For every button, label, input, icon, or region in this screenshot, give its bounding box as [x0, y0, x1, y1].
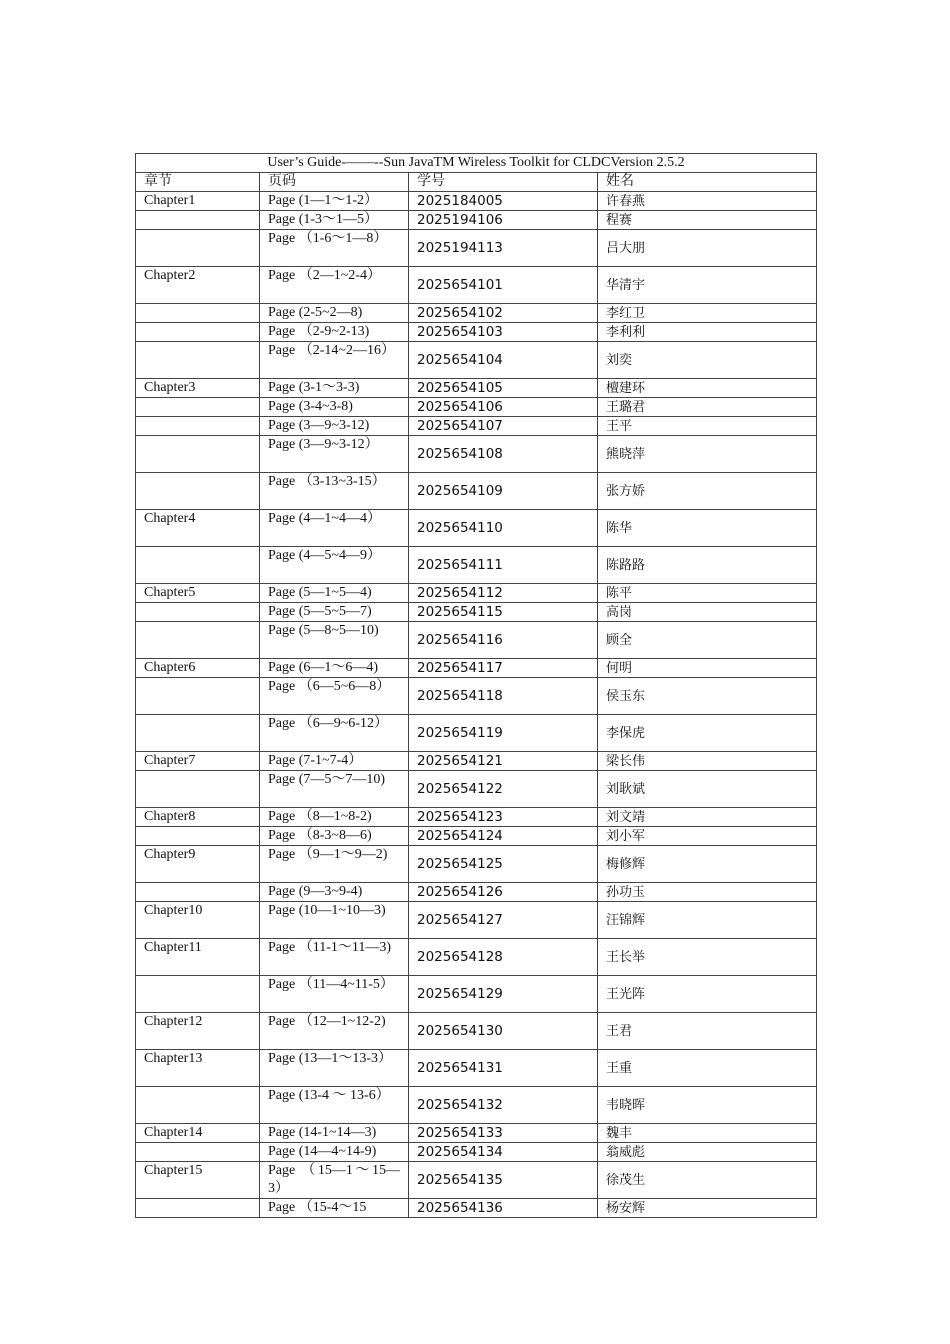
chapter-cell [136, 1143, 260, 1162]
chapter-cell: Chapter9 [136, 846, 260, 883]
table-row [136, 417, 817, 436]
table-row [136, 827, 817, 846]
chapter-cell [136, 398, 260, 417]
table-row [136, 342, 817, 379]
student-name-cell: 汪锦辉 [598, 902, 817, 939]
student-name-cell: 梁长伟 [598, 752, 817, 771]
student-name-cell: 程赛 [598, 211, 817, 230]
table-row [136, 1087, 817, 1124]
chapter-cell: Chapter15 [136, 1162, 260, 1199]
table-row [136, 1050, 817, 1087]
student-id-cell: 2025654130 [409, 1013, 598, 1050]
student-id-cell: 2025654103 [409, 323, 598, 342]
page-range-cell: Page (5—1~5—4) [260, 584, 409, 603]
chapter-cell [136, 827, 260, 846]
page-range-cell: Page （15-4～15 [260, 1199, 409, 1218]
header-chapter: 章节 [136, 173, 260, 192]
table-row [136, 1013, 817, 1050]
student-name-cell: 高岗 [598, 603, 817, 622]
page-range-cell: Page (3-1～3-3) [260, 379, 409, 398]
chapter-cell [136, 211, 260, 230]
chapter-cell: Chapter11 [136, 939, 260, 976]
student-id-cell: 2025654108 [409, 436, 598, 473]
table-row [136, 846, 817, 883]
chapter-cell [136, 883, 260, 902]
student-id-cell: 2025194113 [409, 230, 598, 267]
table-row [136, 976, 817, 1013]
student-name-cell: 王光阵 [598, 976, 817, 1013]
table-row [136, 902, 817, 939]
page-range-cell: Page (13-4 ～ 13-6） [260, 1087, 409, 1124]
table-row [136, 659, 817, 678]
chapter-cell [136, 771, 260, 808]
student-name-cell: 王平 [598, 417, 817, 436]
student-name-cell: 何明 [598, 659, 817, 678]
chapter-cell [136, 473, 260, 510]
student-name-cell: 刘文靖 [598, 808, 817, 827]
chapter-cell [136, 323, 260, 342]
table-row [136, 379, 817, 398]
table-row [136, 771, 817, 808]
page-range-cell: Page (3—9~3-12） [260, 436, 409, 473]
student-name-cell: 刘奕 [598, 342, 817, 379]
student-id-cell: 2025654119 [409, 715, 598, 752]
page-range-cell: Page (4—5~4—9） [260, 547, 409, 584]
page-range-cell: Page (5—8~5—10) [260, 622, 409, 659]
student-id-cell: 2025654124 [409, 827, 598, 846]
chapter-cell: Chapter6 [136, 659, 260, 678]
header-id: 学号 [409, 173, 598, 192]
table-row [136, 603, 817, 622]
page-range-cell: Page （6—5~6—8） [260, 678, 409, 715]
table-row [136, 808, 817, 827]
student-id-cell: 2025654101 [409, 267, 598, 304]
student-id-cell: 2025654127 [409, 902, 598, 939]
page-range-cell: Page (14-1~14—3) [260, 1124, 409, 1143]
student-name-cell: 张方娇 [598, 473, 817, 510]
page-range-cell: Page （9—1～9—2) [260, 846, 409, 883]
student-id-cell: 2025654106 [409, 398, 598, 417]
chapter-cell [136, 230, 260, 267]
table-row [136, 473, 817, 510]
student-name-cell: 陈平 [598, 584, 817, 603]
table-row [136, 1143, 817, 1162]
page-range-cell: Page （12—1~12-2) [260, 1013, 409, 1050]
student-id-cell: 2025654135 [409, 1162, 598, 1199]
page-range-cell: Page (10—1~10—3) [260, 902, 409, 939]
chapter-cell: Chapter8 [136, 808, 260, 827]
page-range-cell: Page (3-4~3-8) [260, 398, 409, 417]
header-row [136, 173, 817, 192]
student-name-cell: 王重 [598, 1050, 817, 1087]
student-name-cell: 翁威彪 [598, 1143, 817, 1162]
chapter-cell [136, 417, 260, 436]
chapter-cell: Chapter7 [136, 752, 260, 771]
page-range-cell: Page （8—1~8-2) [260, 808, 409, 827]
assignment-table [135, 153, 817, 1218]
student-id-cell: 2025654112 [409, 584, 598, 603]
chapter-cell: Chapter5 [136, 584, 260, 603]
student-name-cell: 熊晓萍 [598, 436, 817, 473]
chapter-cell [136, 622, 260, 659]
student-id-cell: 2025654117 [409, 659, 598, 678]
student-id-cell: 2025654102 [409, 304, 598, 323]
table-title: User’s Guide-——--Sun JavaTM Wireless Toolkit for CLDCVersion 2.5.2 [136, 154, 817, 173]
student-id-cell: 2025654129 [409, 976, 598, 1013]
chapter-cell [136, 304, 260, 323]
student-name-cell: 刘耿斌 [598, 771, 817, 808]
header-page: 页码 [260, 173, 409, 192]
chapter-cell [136, 715, 260, 752]
student-id-cell: 2025654118 [409, 678, 598, 715]
student-name-cell: 陈路路 [598, 547, 817, 584]
page-range-cell: Page (4—1~4—4） [260, 510, 409, 547]
student-name-cell: 杨安辉 [598, 1199, 817, 1218]
chapter-cell: Chapter1 [136, 192, 260, 211]
page-range-cell: Page (9—3~9-4) [260, 883, 409, 902]
chapter-cell: Chapter4 [136, 510, 260, 547]
student-name-cell: 王君 [598, 1013, 817, 1050]
table-row [136, 622, 817, 659]
student-name-cell: 韦晓晖 [598, 1087, 817, 1124]
student-name-cell: 华清宇 [598, 267, 817, 304]
student-id-cell: 2025654132 [409, 1087, 598, 1124]
student-id-cell: 2025654125 [409, 846, 598, 883]
table-row [136, 304, 817, 323]
chapter-cell: Chapter14 [136, 1124, 260, 1143]
page-range-cell: Page (1—1～1-2） [260, 192, 409, 211]
table-row [136, 323, 817, 342]
table-row [136, 752, 817, 771]
table-row [136, 192, 817, 211]
student-id-cell: 2025654121 [409, 752, 598, 771]
student-id-cell: 2025654133 [409, 1124, 598, 1143]
student-name-cell: 李利利 [598, 323, 817, 342]
student-id-cell: 2025654105 [409, 379, 598, 398]
student-id-cell: 2025654107 [409, 417, 598, 436]
page-range-cell: Page (7—5～7—10) [260, 771, 409, 808]
student-name-cell: 王璐君 [598, 398, 817, 417]
table-row [136, 510, 817, 547]
student-name-cell: 顾全 [598, 622, 817, 659]
page-range-cell: Page （2-9~2-13) [260, 323, 409, 342]
chapter-cell [136, 342, 260, 379]
student-name-cell: 檀建环 [598, 379, 817, 398]
chapter-cell [136, 436, 260, 473]
page-range-cell: Page （6—9~6-12） [260, 715, 409, 752]
page-range-cell: Page (1-3～1—5） [260, 211, 409, 230]
page-range-cell: Page (2-5~2—8) [260, 304, 409, 323]
chapter-cell: Chapter10 [136, 902, 260, 939]
table-row [136, 1199, 817, 1218]
student-name-cell: 王长举 [598, 939, 817, 976]
student-id-cell: 2025184005 [409, 192, 598, 211]
student-name-cell: 许春燕 [598, 192, 817, 211]
student-name-cell: 孙功玉 [598, 883, 817, 902]
student-id-cell: 2025654122 [409, 771, 598, 808]
student-id-cell: 2025654110 [409, 510, 598, 547]
student-id-cell: 2025654104 [409, 342, 598, 379]
page-range-cell: Page （11—4~11-5） [260, 976, 409, 1013]
page-range-cell: Page (5—5~5—7) [260, 603, 409, 622]
table-row [136, 678, 817, 715]
chapter-cell: Chapter3 [136, 379, 260, 398]
student-name-cell: 梅修辉 [598, 846, 817, 883]
student-id-cell: 2025194106 [409, 211, 598, 230]
student-name-cell: 刘小军 [598, 827, 817, 846]
chapter-cell [136, 603, 260, 622]
chapter-cell: Chapter2 [136, 267, 260, 304]
page-range-cell: Page （2-14~2—16） [260, 342, 409, 379]
page-range-cell: Page （8-3~8—6) [260, 827, 409, 846]
chapter-cell [136, 1087, 260, 1124]
student-name-cell: 陈华 [598, 510, 817, 547]
chapter-cell [136, 1199, 260, 1218]
student-name-cell: 徐茂生 [598, 1162, 817, 1199]
student-id-cell: 2025654128 [409, 939, 598, 976]
table-row [136, 547, 817, 584]
table-row [136, 883, 817, 902]
page-range-cell: Page (14—4~14-9) [260, 1143, 409, 1162]
table-row [136, 939, 817, 976]
student-name-cell: 李红卫 [598, 304, 817, 323]
student-name-cell: 吕大朋 [598, 230, 817, 267]
chapter-cell [136, 976, 260, 1013]
student-id-cell: 2025654123 [409, 808, 598, 827]
student-id-cell: 2025654136 [409, 1199, 598, 1218]
title-row [136, 154, 817, 173]
page-range-cell: Page （3-13~3-15） [260, 473, 409, 510]
table-row [136, 1162, 817, 1199]
student-id-cell: 2025654115 [409, 603, 598, 622]
student-name-cell: 侯玉东 [598, 678, 817, 715]
student-id-cell: 2025654109 [409, 473, 598, 510]
student-name-cell: 魏丰 [598, 1124, 817, 1143]
page-range-cell: Page （11-1～11—3) [260, 939, 409, 976]
page-range-cell: Page (6—1～6—4) [260, 659, 409, 678]
page-range-cell: Page (13—1～13-3） [260, 1050, 409, 1087]
chapter-cell: Chapter13 [136, 1050, 260, 1087]
table-row [136, 715, 817, 752]
header-name: 姓名 [598, 173, 817, 192]
table-row [136, 584, 817, 603]
page-range-cell: Page （1-6～1—8） [260, 230, 409, 267]
page-range-cell: Page (7-1~7-4） [260, 752, 409, 771]
student-id-cell: 2025654131 [409, 1050, 598, 1087]
chapter-cell: Chapter12 [136, 1013, 260, 1050]
table-row [136, 398, 817, 417]
table-row [136, 436, 817, 473]
table-row [136, 267, 817, 304]
student-id-cell: 2025654126 [409, 883, 598, 902]
student-name-cell: 李保虎 [598, 715, 817, 752]
page-range-cell: Page （15—1～15—3） [260, 1162, 409, 1199]
student-id-cell: 2025654134 [409, 1143, 598, 1162]
table-row [136, 1124, 817, 1143]
student-id-cell: 2025654111 [409, 547, 598, 584]
page-range-cell: Page （2—1~2-4） [260, 267, 409, 304]
table-row [136, 211, 817, 230]
chapter-cell [136, 678, 260, 715]
chapter-cell [136, 547, 260, 584]
table-row [136, 230, 817, 267]
page-range-cell: Page (3—9~3-12) [260, 417, 409, 436]
student-id-cell: 2025654116 [409, 622, 598, 659]
